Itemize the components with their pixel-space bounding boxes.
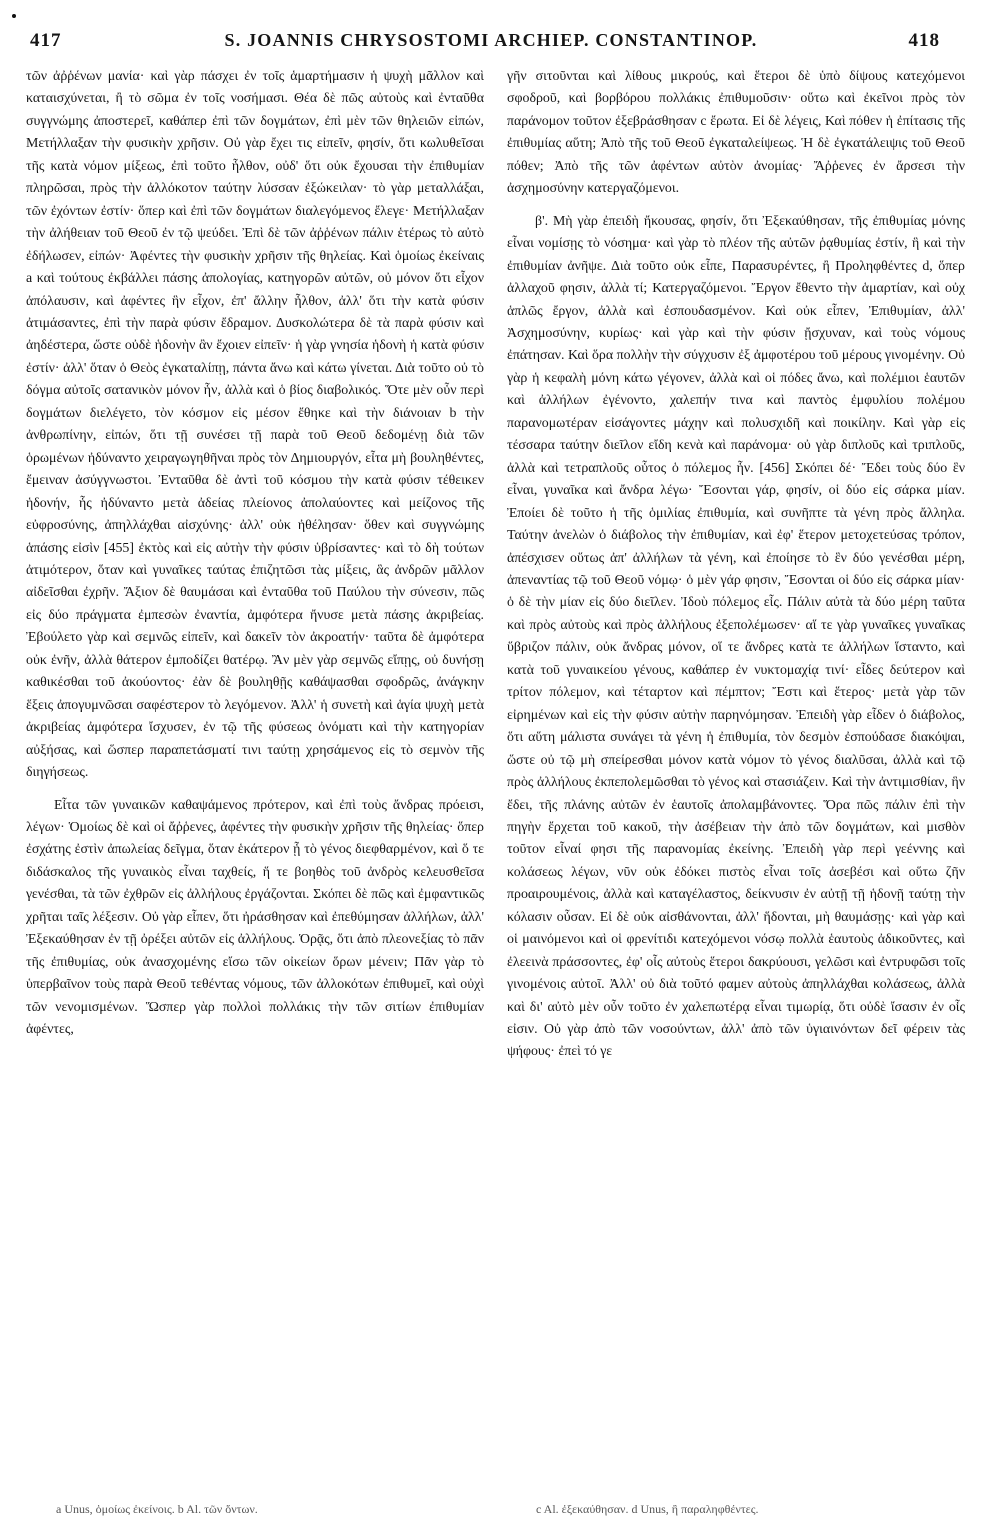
page-header <box>30 30 952 58</box>
ink-speck <box>12 14 16 18</box>
footnote-left: a Unus, ὁμοίως ἐκείνοις. b Al. τῶν ὄντων. <box>56 1502 258 1516</box>
footnote-right: c Al. ἐξεκαύθησαν. d Unus, ἢ παραληφθέντες. <box>536 1502 759 1516</box>
paragraph: Εἶτα τῶν γυναικῶν καθαψάμενος πρότερον, καὶ ἐπὶ τοὺς ἄνδρας πρόεισι, λέγων· Ὁμοίως δὲ καὶ οἱ ἄῤῥενες, ἀφέντες τὴν φυσικὴν χρῆσιν τῆς θηλείας· ὅπερ ἐσχάτης ἐστὶν ἀπωλείας δεῖγμα, ὅταν ἑκάτερον ᾖ τὸ γένος διεφθαρμένον, καὶ ὅ τε διδάσκαλος τῆς γυναικὸς εἶναι ταχθείς, ἥ τε βοηθὸς τοῦ ἀνδρὸς κελευσθεῖσα γενέσθαι, τὰ τῶν ἐχθρῶν εἰς ἀλλήλους ἐργάζονται. Σκόπει δὲ πῶς καὶ ἐμφαντικῶς χρῆται ταῖς λέξεσιν. Οὐ γὰρ εἶπεν, ὅτι ἠράσθησαν καὶ ἐπεθύμησαν ἀλλήλων, ἀλλ' Ἐξεκαύθησαν ἐν τῇ ὀρέξει αὐτῶν εἰς ἀλλήλους. Ὁρᾷς, ὅτι ἀπὸ πλεονεξίας τὸ πᾶν τῆς ἐπιθυμίας, οὐκ ἀνασχομένης εἴσω τῶν οἰκείων ὅρων μένειν; Πᾶν γὰρ τὸ ὑπερβαῖνον τοὺς παρὰ Θεοῦ τεθέντας νόμους, τῶν ἀλλοκότων ἐπιθυμεῖ, καὶ οὐχὶ τῶν νενομισμένων. Ὥσπερ γὰρ πολλοὶ πολλάκις τὴν τῶν σιτίων ἐπιθυμίαν ἀφέντες, <box>26 797 484 1038</box>
paragraph: β'. Μὴ γὰρ ἐπειδὴ ἤκουσας, φησίν, ὅτι Ἐξεκαύθησαν, τῆς ἐπιθυμίας μόνης εἶναι νομίσῃς τὸ νόσημα· καὶ γὰρ τὸ πλέον τῆς αὐτῶν ῥᾳθυμίας ἐστίν, ἣ καὶ τὴν ἐπιθυμίαν ἀνῆψε. Διὰ τοῦτο οὐκ εἶπε, Παρασυρέντες, ἢ Προληφθέντες d, ὅπερ ἀλλαχοῦ φησιν, ἀλλὰ τί; Κατεργαζόμενοι. Ἔργον ἔθεντο τὴν ἁμαρτίαν, καὶ οὐχ ἁπλῶς ἔργον, ἀλλὰ καὶ ἐσπουδασμένον. Καὶ οὐκ εἶπεν, Ἐπιθυμίαν, ἀλλ' Ἀσχημοσύνην, κυρίως· καὶ γὰρ καὶ τὴν φύσιν ᾔσχυναν, καὶ τοὺς νόμους ἐπάτησαν. Καὶ ὅρα πολλὴν τὴν σύγχυσιν ἐξ ἀμφοτέρου τοῦ μέρους γινομένην. Οὐ γὰρ ἡ κεφαλὴ μόνη κάτω γέγονεν, ἀλλὰ καὶ οἱ πόδες ἄνω, καὶ πολέμιοι ἑαυτῶν καὶ ἀλλήλων ἐγένοντο, χαλεπήν τινα καὶ παντὸς ἐμφυλίου πολέμου παρανομωτέραν εἰσάγοντες μάχην καὶ πολυσχιδῆ καὶ ποικίλην. Καὶ γὰρ εἰς τέσσαρα ταύτην διεῖλον εἴδη κενὰ καὶ παράνομα· οὐ γὰρ διπλοῦς καὶ τριπλοῦς, ἀλλὰ καὶ τετραπλοῦς οὗτος ὁ πόλεμος ἦν. [456] Σκόπει δέ· Ἔδει τοὺς δύο ἓν εἶναι, γυναῖκα καὶ ἄνδρα λέγω· Ἔσονται γάρ, φησίν, οἱ δύο εἰς σάρκα μίαν. Ἐποίει δὲ τοῦτο ἡ τῆς ὁμιλίας ἐπιθυμία, καὶ συνῆπτε τὰ γένη πρὸς ἄλληλα. Ταύτην ἀνελὼν ὁ διάβολος τὴν ἐπιθυμίαν, καὶ ἐφ' ἕτερον μετοχετεύσας τρόπον, ἀπέσχισεν οὕτως ἀπ' ἀλλήλων τὰ γένη, καὶ ἐποίησε τὸ ἓν δύο γενέσθαι μέρη, ἀπεναντίας τῷ τοῦ Θεοῦ νόμῳ· ὁ μὲν γάρ φησιν, Ἔσονται οἱ δύο εἰς σάρκα μίαν· ὁ δὲ τὴν μίαν εἰς δύο διεῖλεν. Ἰδοὺ πόλεμος εἷς. Πάλιν αὐτὰ τὰ δύο μέρη ταῦτα καὶ πρὸς αὐτοὺς καὶ πρὸς ἀλλήλους ἐξεπολέμωσεν· αἵ τε γὰρ γυναῖκες γυναῖκας ὕβριζον πάλιν, οὐκ ἄνδρας μόνον, οἵ τε ἄνδρες κατὰ τε ἀλλήλων ἵσταντο, καὶ κατὰ τοῦ γυναικείου γένους, καθάπερ ἐν νυκτομαχίᾳ τινί· εἶδες δεύτερον καὶ τρίτον πόλεμον, καὶ τέταρτον καὶ πέμπτον; Ἔστι καὶ ἕτερος· μετὰ γὰρ τῶν εἰρημένων καὶ εἰς τὴν φύσιν αὐτὴν παρηνόμησαν. Ἐπειδὴ γὰρ εἶδεν ὁ διάβολος, ὅτι αὕτη μάλιστα συνάγει τὰ γένη ἡ ἐπιθυμία, τὸν δεσμὸν ἐσπούδασε διακόψαι, ὥστε οὐ τῷ μὴ σπείρεσθαι μόνον κατὰ νόμον τὸ γένος διαλῦσαι, ἀλλὰ καὶ τῷ πρὸς ἀλλήλους ἐκπεπολεμῶσθαι τὸ γένος καὶ στασιάζειν. Καὶ τὴν ἀντιμισθίαν, ἣν ἔδει, τῆς πλάνης αὐτῶν ἐν ἑαυτοῖς ἀπολαμβάνοντες. Ὅρα πῶς πάλιν ἐπὶ τὴν πηγὴν ἔρχεται τοῦ κακοῦ, τὴν ἀσέβειαν τὴν ἀπὸ τῶν δογμάτων, καὶ μισθὸν τοῦτον εἶναί φησι τῆς παρανομίας ἐκείνης. Ἐπειδὴ γὰρ περὶ γεέννης καὶ κολάσεως λέγων, νῦν οὐκ ἐδόκει πιστὸς εἶναι τοῖς ἀσεβέσι καὶ οὕτω ζῆν προαιρουμένοις, ἀλλὰ καὶ καταγέλαστος, δείκνυσιν ἐν αὐτῇ τῇ ἡδονῇ ταύτῃ τὴν κόλασιν οὖσαν. Εἰ δὲ οὐκ αἰσθάνονται, ἀλλ' ἥδονται, μὴ θαυμάσῃς· καὶ γὰρ καὶ οἱ μαινόμενοι καὶ οἱ φρενίτιδι κατεχόμενοι νόσῳ πολλὰ ἑαυτοὺς ἀδικοῦντες, καὶ ἐλεεινὰ πράσσοντες, ἐφ' οἷς αὐτοὺς ἕτεροι δακρύουσι, γελῶσι καὶ ἐντρυφῶσι τοῖς γινομένοις αὐτοῖ. Ἀλλ' οὐ διὰ τοῦτό φαμεν αὐτοὺς ἀπηλλάχθαι κολάσεως, ἀλλὰ καὶ δι' αὐτὸ μὲν οὖν τοῦτο ἐν χαλεπωτέρᾳ εἶναι τιμωρίᾳ, ὅτι οὐδὲ ἴσασιν ἐν οἷς εἰσιν. Οὐ γὰρ ἀπὸ τῶν νοσούντων, ἀλλ' ἀπὸ τῶν ὑγιαινόντων δεῖ φέρειν τὰς ψήφους· ἐπεὶ τό γε <box>507 213 965 1060</box>
page-number-left: 417 <box>30 30 62 51</box>
page-number-right: 418 <box>908 30 940 51</box>
running-title: S. JOANNIS CHRYSOSTOMI ARCHIEP. CONSTANTINOP. <box>224 30 758 50</box>
right-column <box>507 66 965 1466</box>
paragraph: τῶν ἀῤῥένων μανία· καὶ γὰρ πάσχει ἐν τοῖς ἁμαρτήμασιν ἡ ψυχὴ μᾶλλον καὶ καταισχύνεται, ἢ τὸ σῶμα ἐν τοῖς νοσήμασι. Θέα δὲ πῶς αὐτοὺς καὶ ἐνταῦθα συγγνώμης ἀποστερεῖ, καθάπερ ἐπὶ τῶν δογμάτων, ἐπὶ μὲν τῶν θηλειῶν εἰπών, Μετήλλαξαν τὴν φυσικὴν χρῆσιν. Οὐ γὰρ ἔχει τις εἰπεῖν, φησίν, ὅτι κωλυθεῖσαι τῆς κατὰ νόμον μίξεως, ἐπὶ τοῦτο ἦλθον, οὐδ' ὅτι οὐκ ἔχουσαι τὴν ἐπιθυμίαν πληρῶσαι, πρὸς τὴν ἀλλόκοτον ταύτην λύσσαν ἐξώκειλαν· τὸ γὰρ μεταλλάξαι, τῶν ἐχόντων ἐστίν· ὅπερ καὶ ἐπὶ τῶν δογμάτων διαλεγόμενος ἔλεγε· Μετήλλαξαν τὴν ἀλήθειαν τοῦ Θεοῦ ἐν τῷ ψεύδει. Ἐπὶ δὲ τῶν ἀῤῥένων πάλιν ἑτέρως τὸ αὐτὸ ἐδήλωσεν, εἰπών· Ἀφέντες τὴν φυσικὴν χρῆσιν τῆς θηλείας. Καὶ ὁμοίως ἐκείναις a καὶ τούτους ἐκβάλλει πάσης ἀπολογίας, κατηγορῶν αὐτῶν, οὐ μόνον ὅτι εἶχον ἀπόλαυσιν, καὶ ἀφέντες ἣν εἶχον, ἐπ' ἄλλην ἦλθον, ἀλλ' ὅτι τὴν κατὰ φύσιν ἀτιμάσαντες, ἐπὶ τὴν παρὰ φύσιν ἔδραμον. Δυσκολώτερα δὲ τὰ παρὰ φύσιν καὶ ἀηδέστερα, ὥστε οὐδὲ ἡδονὴν ἂν ἔχοιεν εἰπεῖν· ἡ γὰρ γνησία ἡδονὴ ἡ κατὰ φύσιν ἐστίν· ἀλλ' ὅταν ὁ Θεὸς ἐγκαταλίπῃ, πάντα ἄνω καὶ κάτω γίνεται. Διὰ τοῦτο οὐ τὸ δόγμα αὐτοῖς σατανικὸν μόνον ἦν, ἀλλὰ καὶ ὁ βίος διαβολικός. Ὅτε μὲν οὖν περὶ δογμάτων διελέγετο, τὸν κόσμον εἰς μέσον ἔθηκε καὶ τὴν διάνοιαν b τὴν ἀνθρωπίνην, εἰπών, ὅτι τῇ συνέσει τῇ παρὰ τοῦ Θεοῦ δεδομένῃ διὰ τῶν ὁρωμένων ἠδύναντο χειραγωγηθῆναι πρὸς τὸν Δημιουργόν, εἶτα μὴ βουληθέντες, ἔμειναν ἀσύγγνωστοι. Ἐνταῦθα δὲ ἀντὶ τοῦ κόσμου τὴν κατὰ φύσιν τέθεικεν ἡδονήν, ἧς ἠδύναντο μετὰ ἀδείας πλείονος ἀπολαύοντες καὶ μείζονος τῆς εὐφροσύνης, ἀπηλλάχθαι αἰσχύνης· ἀλλ' οὐκ ἠθέλησαν· ὅθεν καὶ συγγνώμης ἁπάσης εἰσὶν [455] ἐκτὸς καὶ εἰς αὐτὴν τὴν φύσιν ὑβρίσαντες· καὶ τὸ δὴ τούτων ἀτιμότερον, ὅταν καὶ γυναῖκες ταύτας ἐπιζητῶσι τὰς μίξεις, ἃς ἀνδρῶν μᾶλλον αἰδεῖσθαι ἐχρῆν. Ἄξιον δὲ θαυμάσαι καὶ ἐνταῦθα τοῦ Παύλου τὴν σύνεσιν, πῶς εἰς δύο πράγματα ἐμπεσὼν ἐναντία, ἀμφότερα ἤνυσε μετὰ πάσης ἀκριβείας. Ἐβούλετο γὰρ καὶ σεμνῶς εἰπεῖν, καὶ δακεῖν τὸν ἀκροατήν· ταῦτα δὲ ἀμφότερα οὐκ ἐνῆν, ἀλλὰ θάτερον ἐμποδίζει θατέρῳ. Ἂν μὲν γὰρ σεμνῶς εἴπῃς, οὐ δυνήσῃ καθικέσθαι τοῦ ἀκούοντος· ἐὰν δὲ βουληθῇς καθάψασθαι σφοδρῶς, ἀνάγκην ἕξεις ἀπογυμνῶσαι σαφέστερον τὸ λεγόμενον. Ἀλλ' ἡ συνετὴ καὶ ἁγία ψυχὴ μετὰ ἀκριβείας ἀμφότερα ἴσχυσεν, ἐν τῷ τῆς φύσεως ὀνόματι καὶ τὴν κατηγορίαν αὐξήσας, καὶ ὥσπερ παραπετάσματί τινι ταύτῃ χρησάμενος εἰς τὸ σεμνὸν τῆς διηγήσεως. <box>26 69 484 781</box>
paragraph: γῆν σιτοῦνται καὶ λίθους μικρούς, καὶ ἕτεροι δὲ ὑπὸ δίψους κατεχόμενοι σφοδροῦ, καὶ βορβόρου πολλάκις ἐπιθυμοῦσιν· οὕτω καὶ ἐκεῖνοι πρὸς τὸν παράνομον τοῦτον ἐξεβράσθησαν c ἔρωτα. Εἰ δὲ λέγεις, Καὶ πόθεν ἡ ἐπίτασις τῆς ἐπιθυμίας αὕτη; Ἀπὸ τῆς τοῦ Θεοῦ ἐγκαταλείψεως. Ἡ δὲ ἐγκατάλειψις τοῦ Θεοῦ πόθεν; Ἀπὸ τῆς τῶν ἀφέντων αὐτὸν ἀνομίας· Ἄῤῥενες ἐν ἄρσεσι τὴν ἀσχημοσύνην κατεργαζόμενοι. <box>507 69 965 197</box>
left-column <box>26 66 484 1466</box>
footnotes <box>26 1502 956 1526</box>
